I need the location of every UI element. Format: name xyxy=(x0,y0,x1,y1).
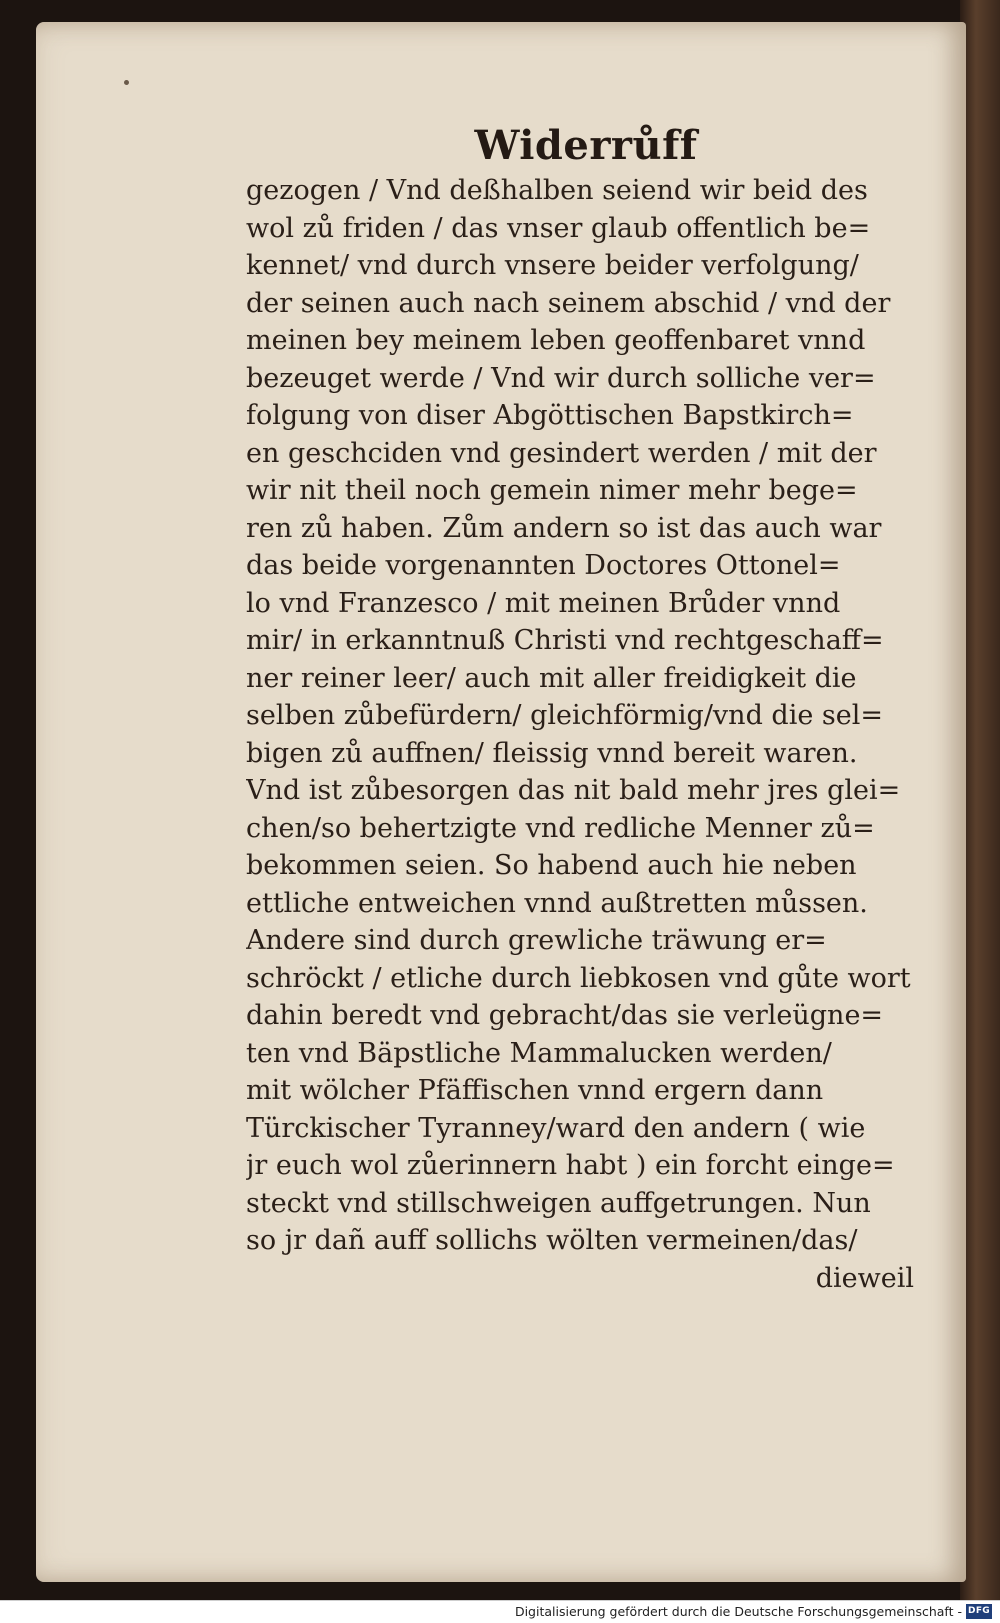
paper-speck xyxy=(124,80,129,85)
text-line: der seinen auch nach seinem abschid / vnd der xyxy=(246,287,891,319)
text-line: folgung von diser Abgöttischen Bapstkirch= xyxy=(246,400,854,431)
text-line: Türckischer Tyranney/ward den andern ( wie xyxy=(246,1112,866,1144)
book-edge xyxy=(960,0,1000,1600)
text-line: gezogen / Vnd deßhalben seiend wir beid des xyxy=(246,175,868,206)
text-block xyxy=(246,120,926,1380)
footer-bar xyxy=(0,1600,1000,1623)
text-line: lo vnd Franzesco / mit meinen Brůder vnnd xyxy=(246,587,841,619)
digitization-credit: Digitalisierung gefördert durch die Deutsche Forschungsgemeinschaft - xyxy=(514,1604,962,1619)
text-line: das beide vorgenannten Doctores Ottonel= xyxy=(246,550,841,581)
text-line: bigen zů auffnen/ fleissig vnnd bereit waren. xyxy=(246,737,858,769)
text-line: chen/so behertzigte vnd redliche Menner zů= xyxy=(246,812,875,844)
text-line: bezeuget werde / Vnd wir durch solliche ver= xyxy=(246,362,876,394)
text-line: wir nit theil noch gemein nimer mehr bege= xyxy=(246,475,858,506)
text-line: Vnd ist zůbesorgen das nit bald mehr jres glei= xyxy=(246,775,901,806)
text-line: ner reiner leer/ auch mit aller freidigkeit die xyxy=(246,662,857,694)
text-line: meinen bey meinem leben geoffenbaret vnnd xyxy=(246,325,866,356)
text-line: selben zůbefürdern/ gleichförmig/vnd die sel= xyxy=(246,700,884,731)
text-line: so jr dañ auff sollichs wölten vermeinen/das/ xyxy=(246,1225,858,1256)
catchword: dieweil xyxy=(815,1262,914,1294)
book-page xyxy=(36,22,966,1582)
text-line: wol zů friden / das vnser glaub offentlich be= xyxy=(246,212,871,244)
text-line: kennet/ vnd durch vnsere beider verfolgung/ xyxy=(246,250,859,281)
text-line: jr euch wol zůerinnern habt ) ein forcht einge= xyxy=(246,1150,895,1181)
text-line: dahin beredt vnd gebracht/das sie verleügne= xyxy=(246,1000,884,1031)
text-line: ten vnd Bäpstliche Mammalucken werden/ xyxy=(246,1037,832,1069)
text-line: ren zů haben. Zům andern so ist das auch war xyxy=(246,512,882,544)
text-line: schröckt / etliche durch liebkosen vnd gůte wort xyxy=(246,962,911,994)
running-head: Widerrůff xyxy=(474,122,698,169)
text-line: mir/ in erkanntnuß Christi vnd rechtgeschaff= xyxy=(246,625,884,656)
text-lines xyxy=(246,172,926,1297)
text-line: Andere sind durch grewliche träwung er= xyxy=(246,925,827,956)
text-line: mit wölcher Pfäffischen vnnd ergern dann xyxy=(246,1075,824,1106)
text-line: steckt vnd stillschweigen auffgetrungen. Nun xyxy=(246,1187,871,1219)
text-line: en geschciden vnd gesindert werden / mit der xyxy=(246,437,877,469)
dfg-logo: DFG xyxy=(966,1604,992,1619)
text-line: bekommen seien. So habend auch hie neben xyxy=(246,850,857,881)
text-line: ettliche entweichen vnnd außtretten můssen. xyxy=(246,887,868,919)
